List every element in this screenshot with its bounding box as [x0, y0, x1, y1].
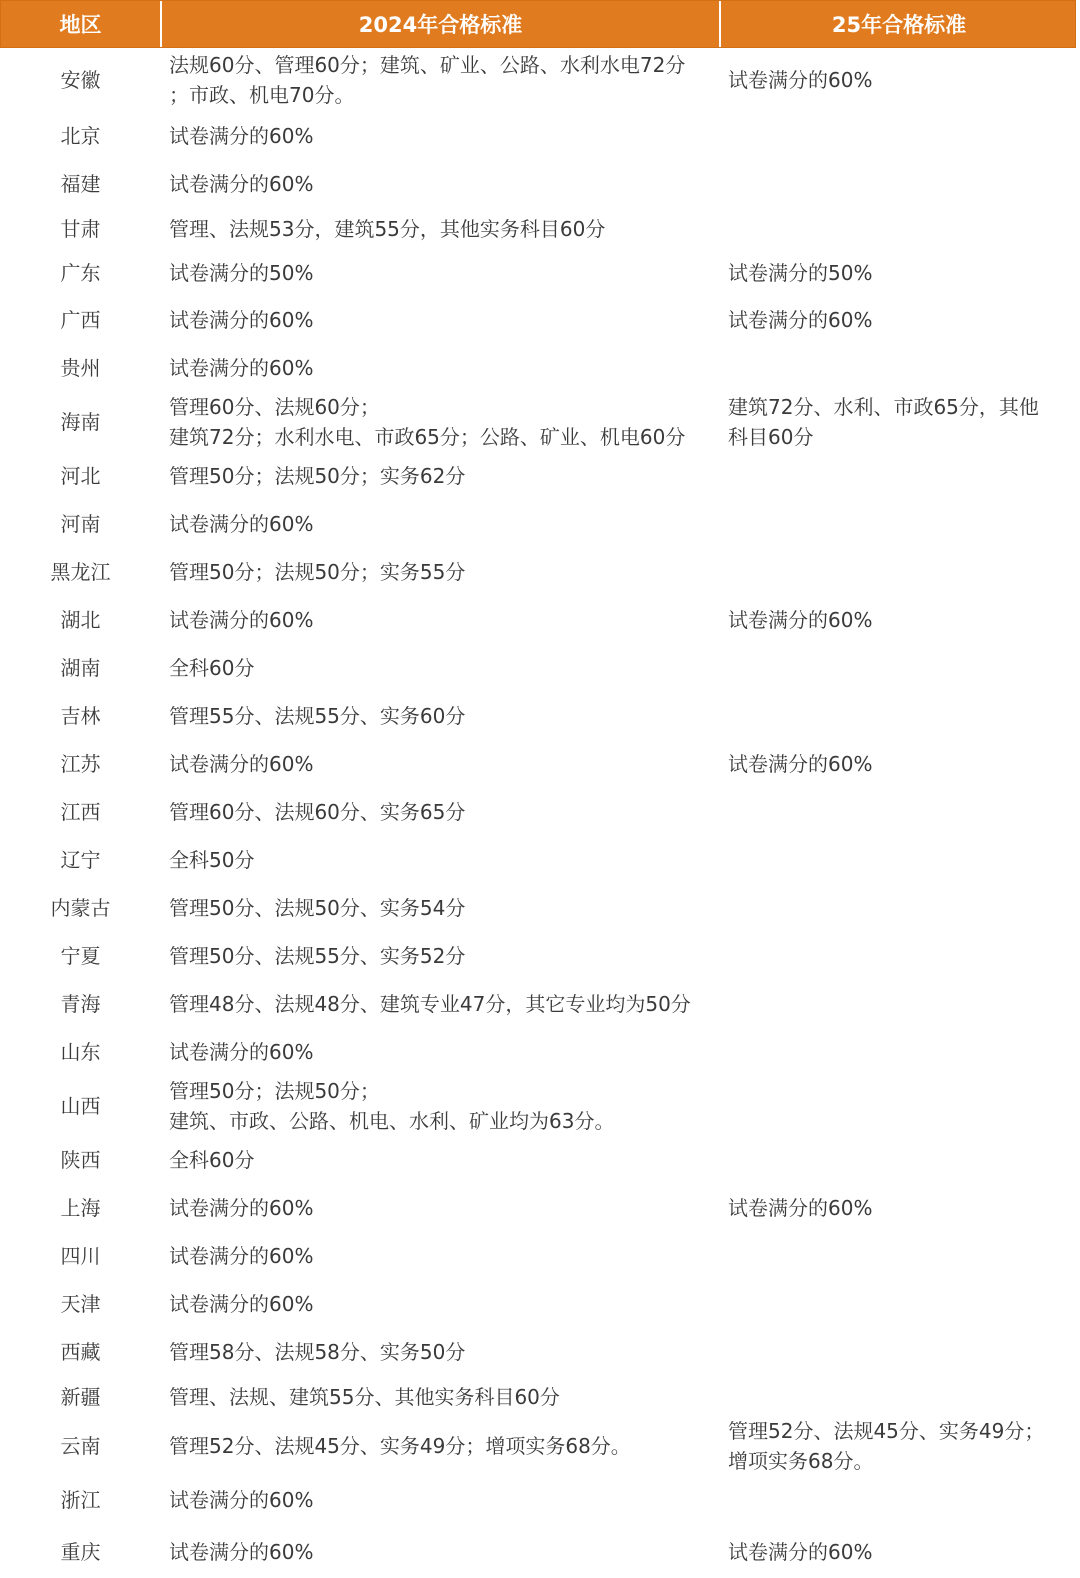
cell-region: 上海 [60, 1196, 101, 1220]
cell-std-2024: 管理58分、法规58分、实务50分 [169, 1340, 466, 1364]
table-row [0, 980, 1076, 1028]
cell-region: 内蒙古 [50, 896, 111, 920]
table-row [0, 644, 1076, 692]
table-row [0, 452, 1076, 500]
table-row [0, 740, 1076, 788]
cell-std-2024: 试卷满分的50% [169, 261, 314, 285]
table-row [0, 884, 1076, 932]
cell-region: 海南 [60, 410, 101, 434]
table-row [0, 1474, 1076, 1526]
cell-region: 河南 [60, 512, 101, 536]
cell-region: 云南 [60, 1434, 101, 1458]
cell-std-2024: 管理60分、法规60分、实务65分 [169, 800, 466, 824]
cell-std-2024: 管理60分、法规60分； 建筑72分；水利水电、市政65分；公路、矿业、机电60分 [169, 395, 686, 449]
cell-std-2024: 管理50分、法规50分、实务54分 [169, 896, 466, 920]
cell-std-2024: 管理、法规、建筑55分、其他实务科目60分 [169, 1385, 560, 1409]
cell-std-25: 建筑72分、水利、市政65分，其他 科目60分 [728, 395, 1039, 449]
table-row [0, 548, 1076, 596]
cell-region: 宁夏 [60, 944, 101, 968]
table-row [0, 392, 1076, 452]
table-row [0, 1076, 1076, 1136]
cell-region: 湖北 [60, 608, 101, 632]
cell-region: 天津 [60, 1292, 101, 1316]
cell-std-2024: 法规60分、管理60分；建筑、矿业、公路、水利水电72分 ；市政、机电70分。 [169, 53, 686, 107]
table-row [0, 112, 1076, 160]
cell-region: 青海 [60, 992, 101, 1016]
cell-std-2024: 试卷满分的60% [169, 1040, 314, 1064]
table-row [0, 1526, 1076, 1578]
cell-region: 江西 [60, 800, 101, 824]
cell-std-2024: 试卷满分的60% [169, 1488, 314, 1512]
cell-std-2024: 试卷满分的60% [169, 308, 314, 332]
table-row [0, 1028, 1076, 1076]
table-row [0, 344, 1076, 392]
cell-region: 安徽 [60, 68, 101, 92]
table-row [0, 1136, 1076, 1184]
cell-region: 黑龙江 [50, 560, 111, 584]
table-header [0, 0, 1076, 48]
cell-std-2024: 试卷满分的60% [169, 1540, 314, 1564]
header-region: 地区 [1, 1, 162, 47]
table-row [0, 160, 1076, 208]
cell-region: 浙江 [60, 1488, 101, 1512]
cell-region: 新疆 [60, 1385, 101, 1409]
cell-std-25: 试卷满分的60% [728, 1540, 873, 1564]
cell-region: 贵州 [60, 356, 101, 380]
cell-std-2024: 试卷满分的60% [169, 172, 314, 196]
cell-region: 甘肃 [60, 217, 101, 241]
table-row [0, 932, 1076, 980]
cell-std-2024: 全科60分 [169, 1148, 255, 1172]
cell-std-2024: 试卷满分的60% [169, 1292, 314, 1316]
cell-region: 河北 [60, 464, 101, 488]
cell-std-25: 试卷满分的60% [728, 1196, 873, 1220]
table-row [0, 250, 1076, 296]
cell-region: 江苏 [60, 752, 101, 776]
cell-region: 辽宁 [60, 848, 101, 872]
table-row [0, 692, 1076, 740]
cell-std-2024: 管理50分；法规50分；实务55分 [169, 560, 466, 584]
table-row [0, 836, 1076, 884]
table-row [0, 1376, 1076, 1418]
table-row [0, 296, 1076, 344]
cell-std-2024: 试卷满分的60% [169, 1196, 314, 1220]
cell-region: 湖南 [60, 656, 101, 680]
table-row [0, 1280, 1076, 1328]
table-row [0, 596, 1076, 644]
cell-std-2024: 试卷满分的60% [169, 512, 314, 536]
cell-std-2024: 试卷满分的60% [169, 608, 314, 632]
cell-std-2024: 管理52分、法规45分、实务49分；增项实务68分。 [169, 1434, 631, 1458]
cell-std-2024: 试卷满分的60% [169, 356, 314, 380]
table-body [0, 48, 1076, 1578]
cell-region: 广东 [60, 261, 101, 285]
cell-std-25: 试卷满分的60% [728, 68, 873, 92]
cell-std-2024: 全科50分 [169, 848, 255, 872]
table-row [0, 788, 1076, 836]
cell-region: 山东 [60, 1040, 101, 1064]
cell-std-2024: 管理55分、法规55分、实务60分 [169, 704, 466, 728]
header-std-25: 25年合格标准 [831, 13, 967, 37]
table-row [0, 1232, 1076, 1280]
cell-std-25: 试卷满分的50% [728, 261, 873, 285]
cell-std-2024: 试卷满分的60% [169, 1244, 314, 1268]
cell-region: 北京 [60, 124, 101, 148]
table-row [0, 500, 1076, 548]
table-row [0, 1418, 1076, 1474]
table-row [0, 1328, 1076, 1376]
header-std-2024: 2024年合格标准 [162, 1, 721, 47]
table-row [0, 1184, 1076, 1232]
cell-std-2024: 管理50分；法规50分； 建筑、市政、公路、机电、水利、矿业均为63分。 [169, 1079, 615, 1133]
cell-std-2024: 管理48分、法规48分、建筑专业47分，其它专业均为50分 [169, 992, 691, 1016]
cell-region: 四川 [60, 1244, 101, 1268]
cell-std-2024: 全科60分 [169, 656, 255, 680]
cell-region: 山西 [60, 1094, 101, 1118]
cell-region: 福建 [60, 172, 101, 196]
cell-std-25: 试卷满分的60% [728, 752, 873, 776]
cell-region: 陕西 [60, 1148, 101, 1172]
cell-std-25: 试卷满分的60% [728, 608, 873, 632]
cell-std-25: 试卷满分的60% [728, 308, 873, 332]
cell-region: 广西 [60, 308, 101, 332]
cell-region: 西藏 [60, 1340, 101, 1364]
cell-std-2024: 试卷满分的60% [169, 124, 314, 148]
cell-region: 重庆 [60, 1540, 101, 1564]
table-row [0, 208, 1076, 250]
cell-region: 吉林 [60, 704, 101, 728]
cell-std-2024: 管理50分；法规50分；实务62分 [169, 464, 466, 488]
cell-std-25: 管理52分、法规45分、实务49分； 增项实务68分。 [728, 1419, 1045, 1473]
cell-std-2024: 试卷满分的60% [169, 752, 314, 776]
table-row [0, 48, 1076, 112]
cell-std-2024: 管理50分、法规55分、实务52分 [169, 944, 466, 968]
cell-std-2024: 管理、法规53分，建筑55分，其他实务科目60分 [169, 217, 606, 241]
